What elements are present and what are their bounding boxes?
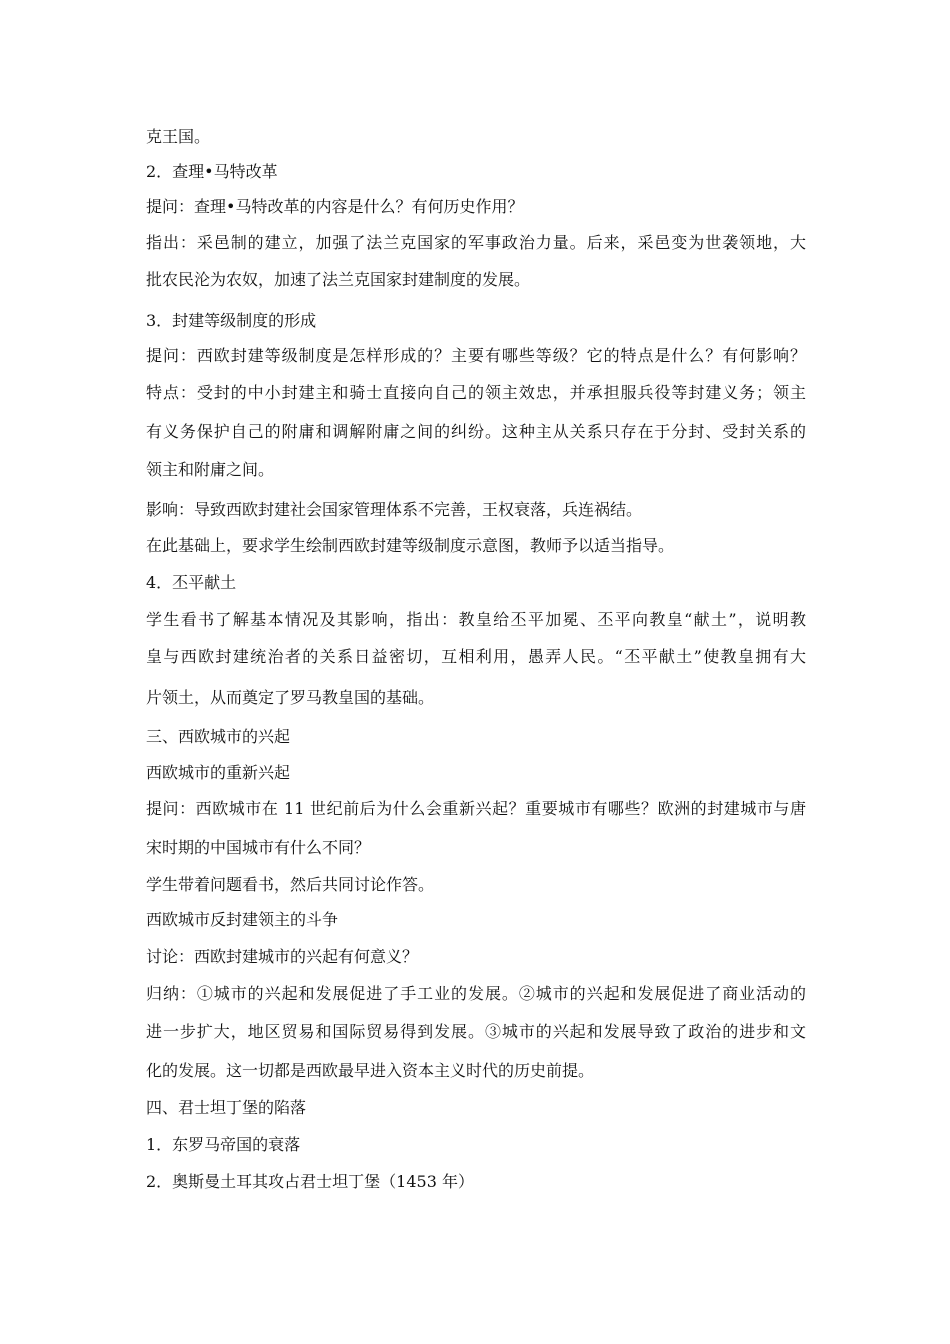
- text-line: 3．封建等级制度的形成: [146, 311, 317, 330]
- text-line: 四、君士坦丁堡的陷落: [146, 1098, 307, 1117]
- text-line: 宋时期的中国城市有什么不同？: [146, 838, 371, 857]
- text-line: 在此基础上，要求学生绘制西欧封建等级制度示意图，教师予以适当指导。: [146, 536, 675, 555]
- text-line: 化的发展。这一切都是西欧最早进入资本主义时代的历史前提。: [146, 1061, 595, 1080]
- text-line: 皇与西欧封建统治者的关系日益密切，互相利用，愚弄人民。“丕平献土”使教皇拥有大: [146, 647, 806, 666]
- text-line: 2．查理•马特改革: [146, 162, 278, 181]
- text-line: 归纳：①城市的兴起和发展促进了手工业的发展。②城市的兴起和发展促进了商业活动的: [146, 984, 806, 1003]
- text-line: 三、西欧城市的兴起: [146, 727, 291, 746]
- text-line: 2．奥斯曼土耳其攻占君士坦丁堡（1453 年）: [146, 1172, 474, 1191]
- text-line: 学生看书了解基本情况及其影响，指出：教皇给丕平加冕、丕平向教皇“献土”，说明教: [146, 610, 806, 629]
- text-line: 提问：西欧城市在 11 世纪前后为什么会重新兴起？重要城市有哪些？欧洲的封建城市与唐: [146, 799, 806, 818]
- text-line: 批农民沦为农奴，加速了法兰克国家封建制度的发展。: [146, 270, 531, 289]
- text-line: 讨论：西欧封建城市的兴起有何意义？: [146, 947, 419, 966]
- text-line: 片领土，从而奠定了罗马教皇国的基础。: [146, 688, 435, 707]
- text-line: 领主和附庸之间。: [146, 460, 275, 479]
- text-line: 西欧城市的重新兴起: [146, 763, 291, 782]
- text-line: 影响：导致西欧封建社会国家管理体系不完善，王权衰落，兵连祸结。: [146, 500, 643, 519]
- text-line: 克王国。: [146, 127, 211, 146]
- text-line: 特点：受封的中小封建主和骑士直接向自己的领主效忠，并承担服兵役等封建义务；领主: [146, 383, 806, 402]
- text-line: 进一步扩大，地区贸易和国际贸易得到发展。③城市的兴起和发展导致了政治的进步和文: [146, 1022, 806, 1041]
- text-line: 提问：西欧封建等级制度是怎样形成的？主要有哪些等级？它的特点是什么？有何影响？: [146, 346, 806, 365]
- text-line: 1．东罗马帝国的衰落: [146, 1135, 301, 1154]
- text-line: 指出：采邑制的建立，加强了法兰克国家的军事政治力量。后来，采邑变为世袭领地，大: [146, 233, 806, 252]
- text-line: 4．丕平献土: [146, 573, 237, 592]
- text-line: 西欧城市反封建领主的斗争: [146, 910, 339, 929]
- text-line: 学生带着问题看书，然后共同讨论作答。: [146, 875, 435, 894]
- text-line: 有义务保护自己的附庸和调解附庸之间的纠纷。这种主从关系只存在于分封、受封关系的: [146, 422, 806, 441]
- text-line: 提问：查理•马特改革的内容是什么？有何历史作用？: [146, 197, 524, 216]
